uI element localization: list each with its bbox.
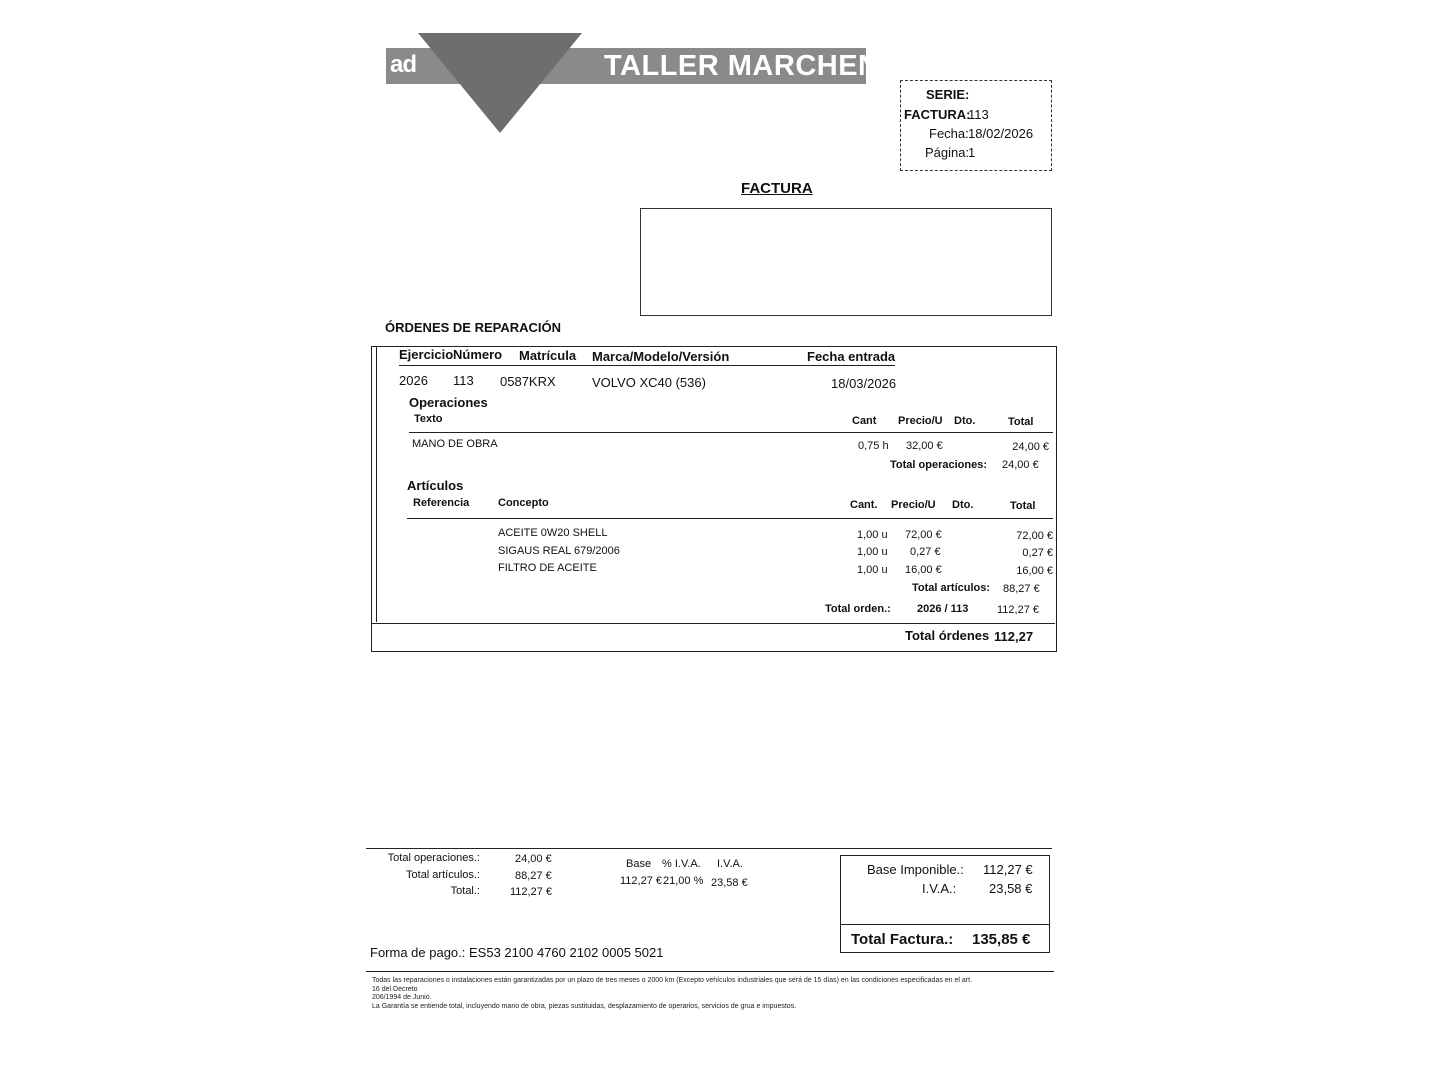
sum-total-articulos-value: 88,27 €	[515, 870, 552, 882]
art-row-precio: 16,00 €	[905, 564, 942, 576]
legal-line: La Garantía se entiende total, incluyendo mano de obra, piezas sustituidas, desplazamiento de operarios, servicios de grua e impuestos.	[372, 1002, 797, 1010]
art-col-concepto: Concepto	[498, 497, 549, 509]
col-marca: Marca/Modelo/Versión	[592, 349, 730, 364]
articulos-rule	[407, 518, 1053, 519]
order-numero: 113	[453, 373, 474, 388]
pagina-value: 1	[968, 145, 976, 160]
op-row-total: 24,00 €	[1012, 441, 1049, 453]
art-col-ref: Referencia	[413, 497, 470, 509]
company-name: TALLER MARCHENA	[604, 50, 901, 82]
total-articulos-label: Total artículos:	[912, 582, 991, 594]
total-operaciones-label: Total operaciones:	[890, 459, 987, 471]
sum-total-operaciones-label: Total operaciones.:	[387, 852, 480, 864]
art-row-concepto: SIGAUS REAL 679/2006	[498, 545, 620, 557]
total-factura-value: 135,85 €	[972, 931, 1031, 948]
total-articulos-value: 88,27 €	[1003, 583, 1040, 595]
order-matricula: 0587KRX	[500, 374, 556, 389]
iva-base: 112,27 €	[620, 875, 663, 887]
iva-label: I.V.A.:	[922, 881, 957, 896]
legal-text	[372, 977, 1042, 1011]
total-operaciones-value: 24,00 €	[1002, 459, 1039, 471]
operaciones-title: Operaciones	[409, 395, 488, 410]
serie-label: SERIE:	[926, 87, 970, 102]
sum-total-articulos-label: Total artículos.:	[406, 869, 480, 881]
logo-triangle	[418, 33, 582, 133]
iva-col-iva: I.V.A.	[717, 858, 743, 870]
iva-value: 23,58 €	[989, 881, 1033, 896]
footer-bottom-rule	[366, 971, 1054, 972]
col-ejercicio: Ejercicio	[399, 347, 454, 362]
art-row-total: 72,00 €	[1016, 530, 1053, 542]
art-col-dto: Dto.	[952, 499, 974, 511]
iva-pct: 21,00 %	[663, 875, 704, 887]
total-orden-label: Total orden.:	[825, 603, 891, 615]
sum-total-operaciones-value: 24,00 €	[515, 853, 552, 865]
order-fecha-entrada: 18/03/2026	[831, 376, 897, 391]
legal-line: 16 del Decreto	[372, 985, 418, 993]
total-ordenes-rule	[371, 623, 1055, 624]
orders-inner-border	[376, 346, 377, 622]
client-address-box	[640, 208, 1052, 316]
sum-total-value: 112,27 €	[510, 886, 553, 898]
document-title: FACTURA	[741, 180, 813, 197]
factura-label: FACTURA:	[904, 107, 971, 122]
base-imponible-value: 112,27 €	[983, 862, 1033, 877]
fecha-value: 18/02/2026	[968, 126, 1034, 141]
logo-mark: ad	[390, 51, 417, 78]
legal-line: 206/1994 de Junio.	[372, 994, 432, 1001]
op-col-cant: Cant	[852, 415, 877, 427]
total-ordenes-value: 112,27	[994, 629, 1034, 644]
ordenes-title: ÓRDENES DE REPARACIÓN	[385, 320, 562, 335]
order-ejercicio: 2026	[399, 373, 428, 388]
order-marca: VOLVO XC40 (536)	[592, 375, 706, 390]
art-row-cant: 1,00 u	[857, 564, 888, 576]
total-ordenes-label: Total órdenes	[905, 628, 990, 643]
art-row-cant: 1,00 u	[857, 546, 888, 558]
art-row-concepto: FILTRO DE ACEITE	[498, 562, 597, 574]
order-header-rule	[399, 365, 895, 366]
op-col-total: Total	[1008, 416, 1034, 428]
articulos-title: Artículos	[407, 478, 464, 493]
totals-divider	[840, 924, 1050, 925]
total-factura-label: Total Factura.:	[851, 931, 954, 948]
factura-number: 113	[968, 107, 989, 122]
iva-col-base: Base	[626, 858, 652, 870]
art-col-precio: Precio/U	[891, 499, 936, 511]
op-row-cant: 0,75 h	[858, 440, 889, 452]
art-col-cant: Cant.	[850, 499, 878, 511]
total-orden-value: 112,27 €	[997, 604, 1040, 616]
art-row-precio: 0,27 €	[910, 546, 941, 558]
col-numero: Número	[453, 347, 503, 362]
art-row-total: 16,00 €	[1016, 565, 1053, 577]
legal-line: Todas las reparaciones o instalaciones están garantizadas por un plazo de tres meses o 2000 km (Excepto vehículos industriales que será de 15 días) en las condiciones especificadas en el art.	[372, 977, 973, 984]
op-col-precio: Precio/U	[898, 415, 943, 427]
col-texto: Texto	[414, 413, 443, 425]
pagina-label: Página:	[925, 145, 970, 160]
art-row-precio: 72,00 €	[905, 529, 942, 541]
payment-method: Forma de pago.: ES53 2100 4760 2102 0005 5021	[370, 945, 664, 960]
iva-amount: 23,58 €	[711, 877, 748, 889]
col-matricula: Matrícula	[519, 348, 577, 363]
art-col-total: Total	[1010, 500, 1036, 512]
base-imponible-label: Base Imponible.:	[867, 862, 964, 877]
operaciones-rule	[409, 432, 1053, 433]
footer-top-rule	[366, 848, 1052, 849]
art-row-total: 0,27 €	[1022, 547, 1053, 559]
sum-total-label: Total.:	[450, 885, 480, 897]
fecha-label: Fecha:	[929, 126, 969, 141]
total-orden-ref: 2026 / 113	[917, 603, 969, 615]
col-fecha-entrada: Fecha entrada	[807, 349, 896, 364]
art-row-cant: 1,00 u	[857, 529, 888, 541]
art-row-concepto: ACEITE 0W20 SHELL	[498, 527, 608, 539]
op-row-precio: 32,00 €	[906, 440, 943, 452]
iva-col-pct: % I.V.A.	[662, 858, 701, 870]
op-row-texto: MANO DE OBRA	[412, 438, 498, 450]
op-col-dto: Dto.	[954, 415, 976, 427]
